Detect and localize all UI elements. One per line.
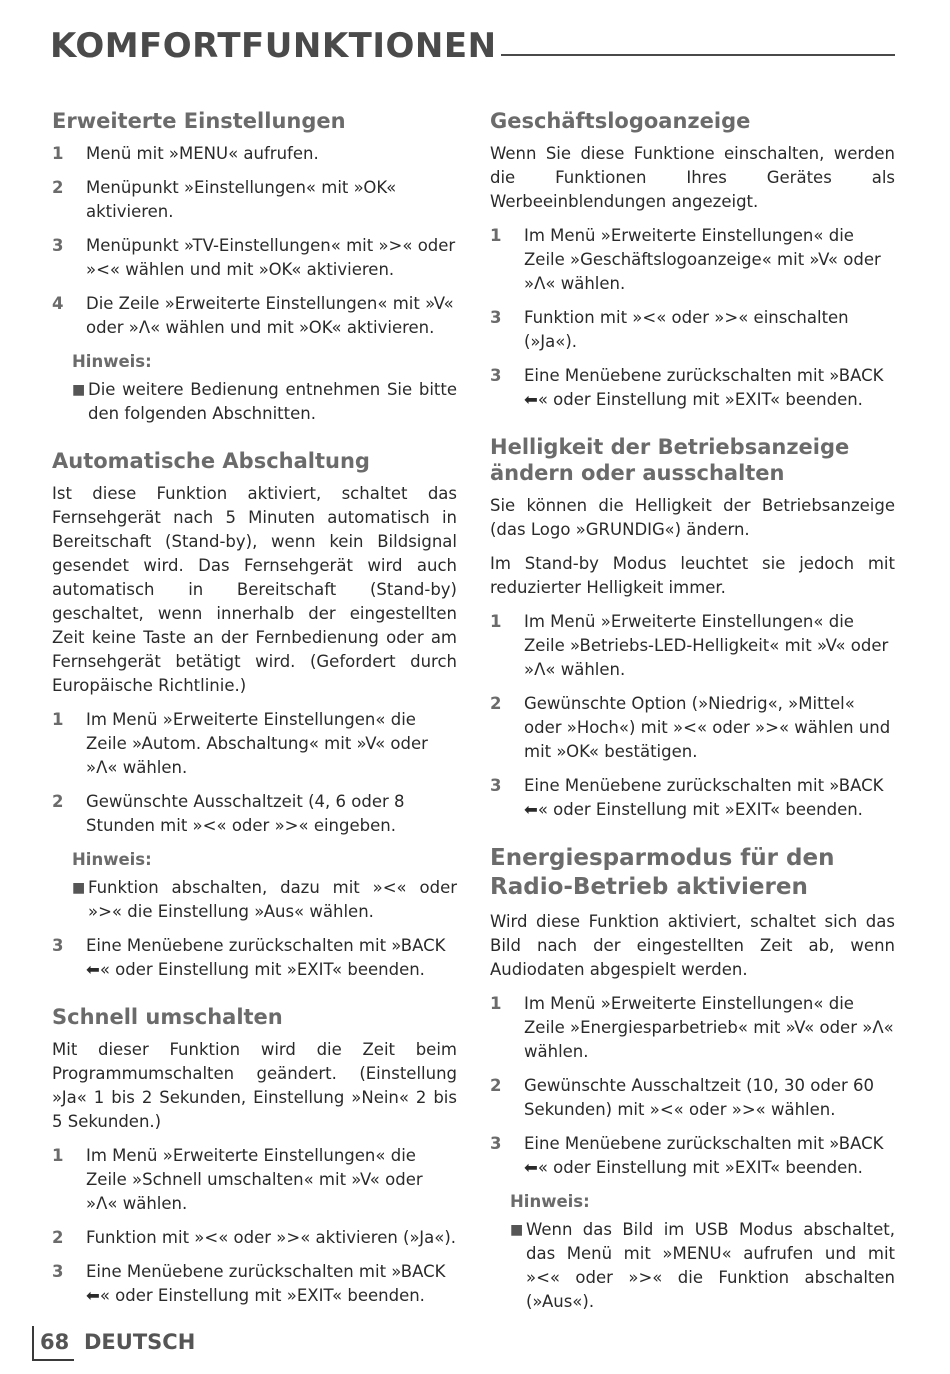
step xyxy=(490,1132,895,1180)
step xyxy=(52,142,457,166)
step-number: 3 xyxy=(490,776,502,795)
step xyxy=(490,992,895,1064)
note-text: Funktion abschalten, dazu mit »<« oder »>« die Einstellung »Aus« wählen. xyxy=(88,878,457,921)
step-text: Funktion mit »<« oder »>« aktivieren (»Ja«). xyxy=(86,1228,457,1247)
bullet-square-icon: ■ xyxy=(72,880,86,896)
step-text: Im Menü »Erweiterte Einstellungen« die Zeile »Betriebs-LED-Helligkeit« mit »V« oder »Λ« wählen. xyxy=(524,612,889,679)
step-text: Gewünschte Ausschaltzeit (10, 30 oder 60 Sekunden) mit »<« oder »>« wählen. xyxy=(524,1076,874,1119)
step xyxy=(52,176,457,224)
step-number: 2 xyxy=(52,1228,64,1247)
step-text: Eine Menüebene zurückschalten mit »BACK ⬅« oder Einstellung mit »EXIT« beenden. xyxy=(524,776,884,819)
step xyxy=(490,306,895,354)
step-number: 3 xyxy=(490,366,502,385)
step-text: Menüpunkt »TV-Einstellungen« mit »>« oder »<« wählen und mit »OK« aktivieren. xyxy=(86,236,456,279)
step-number: 1 xyxy=(52,1146,64,1165)
section-title: Geschäftslogoanzeige xyxy=(490,109,751,133)
step-number: 3 xyxy=(490,1134,502,1153)
step xyxy=(490,774,895,822)
note-title: Hinweis: xyxy=(72,850,152,869)
step-number: 3 xyxy=(52,236,64,255)
step-number: 3 xyxy=(52,1262,64,1281)
step-number: 2 xyxy=(52,178,64,197)
step-text: Die Zeile »Erweiterte Einstellungen« mit »V« oder »Λ« wählen und mit »OK« aktivieren. xyxy=(86,294,454,337)
step-text: Menü mit »MENU« aufrufen. xyxy=(86,144,319,163)
step-number: 2 xyxy=(490,1076,502,1095)
step xyxy=(52,934,457,982)
step-text: Eine Menüebene zurückschalten mit »BACK ⬅« oder Einstellung mit »EXIT« beenden. xyxy=(86,936,446,979)
footer-bar xyxy=(32,1326,34,1360)
section-paragraph: Sie können die Helligkeit der Betriebsanzeige (das Logo »GRUNDIG«) ändern. xyxy=(490,496,895,539)
section-paragraph: Im Stand-by Modus leuchtet sie jedoch mit reduzierter Helligkeit immer. xyxy=(490,554,895,597)
step xyxy=(490,1074,895,1122)
step-number: 1 xyxy=(490,994,502,1013)
section-title: Helligkeit der Betriebsanzeige ändern oder ausschalten xyxy=(490,435,850,485)
note-text: Die weitere Bedienung entnehmen Sie bitte den folgenden Abschnitten. xyxy=(88,380,457,423)
page-number: 68 xyxy=(40,1330,70,1354)
section-intro: Wird diese Funktion aktiviert, schaltet sich das Bild nach der eingestellten Zeit ab, wenn Audiodaten abgespielt werden. xyxy=(490,912,895,979)
page-title: KOMFORTFUNKTIONEN xyxy=(50,26,501,66)
step-number: 1 xyxy=(490,226,502,245)
note-title: Hinweis: xyxy=(72,352,152,371)
step xyxy=(490,692,895,764)
note-title: Hinweis: xyxy=(510,1192,590,1211)
step xyxy=(52,1144,457,1216)
step-text: Im Menü »Erweiterte Einstellungen« die Zeile »Schnell umschalten« mit »V« oder »Λ« wählen. xyxy=(86,1146,423,1213)
footer-underline xyxy=(32,1359,74,1361)
step-text: Gewünschte Option (»Niedrig«, »Mittel« oder »Hoch«) mit »<« oder »>« wählen und mit »OK« bestätigen. xyxy=(524,694,891,761)
footer-language: DEUTSCH xyxy=(84,1330,196,1354)
section-title: Erweiterte Einstellungen xyxy=(52,109,346,133)
note-item xyxy=(72,378,457,426)
note-item xyxy=(510,1218,895,1314)
step-number: 3 xyxy=(52,936,64,955)
step-number: 1 xyxy=(52,144,64,163)
bullet-square-icon: ■ xyxy=(72,382,86,398)
step-number: 2 xyxy=(52,792,64,811)
step xyxy=(52,790,457,838)
step xyxy=(52,1226,457,1250)
page-header xyxy=(50,24,895,68)
bullet-square-icon: ■ xyxy=(510,1222,524,1238)
step-text: Menüpunkt »Einstellungen« mit »OK« aktivieren. xyxy=(86,178,397,221)
step xyxy=(52,234,457,282)
note-text: Wenn das Bild im USB Modus abschaltet, das Menü mit »MENU« aufrufen und mit »<« oder »>« die Funktion abschalten (»Aus«). xyxy=(526,1220,895,1311)
step-text: Im Menü »Erweiterte Einstellungen« die Zeile »Geschäftslogoanzeige« mit »V« oder »Λ« wählen. xyxy=(524,226,881,293)
section-intro: Ist diese Funktion aktiviert, schaltet das Fernsehgerät nach 5 Minuten automatisch in Bereitschaft (Stand-by), wenn kein Bildsignal gesendet wird. Das Fernsehgerät wird auch automatisch in Bereitschaft (Stand-by) geschaltet, wenn innerhalb der eingestellten Zeit keine Taste an der Fernbedienung oder am Fernsehgerät betätigt wird. (Gefordert durch Europäische Richtlinie.) xyxy=(52,484,457,695)
step xyxy=(52,708,457,780)
step-text: Im Menü »Erweiterte Einstellungen« die Zeile »Autom. Abschaltung« mit »V« oder »Λ« wählen. xyxy=(86,710,428,777)
step-text: Eine Menüebene zurückschalten mit »BACK ⬅« oder Einstellung mit »EXIT« beenden. xyxy=(524,366,884,409)
step-number: 1 xyxy=(490,612,502,631)
section-intro: Wenn Sie diese Funktione einschalten, werden die Funktionen Ihres Gerätes als Werbeeinblendungen angezeigt. xyxy=(490,144,895,211)
section-intro: Mit dieser Funktion wird die Zeit beim Programmumschalten geändert. (Einstellung »Ja« 1 bis 2 Sekunden, Einstellung »Nein« 2 bis 5 Sekunden.) xyxy=(52,1040,457,1131)
section-title: Schnell umschalten xyxy=(52,1005,283,1029)
step xyxy=(52,1260,457,1308)
step-number: 2 xyxy=(490,694,502,713)
section-title: Energiesparmodus für den Radio-Betrieb aktivieren xyxy=(490,845,835,900)
left-column xyxy=(52,108,457,1318)
step-number: 4 xyxy=(52,294,64,313)
step xyxy=(490,610,895,682)
step-text: Eine Menüebene zurückschalten mit »BACK ⬅« oder Einstellung mit »EXIT« beenden. xyxy=(86,1262,446,1305)
step-text: Im Menü »Erweiterte Einstellungen« die Zeile »Energiesparbetrieb« mit »V« oder »Λ« wählen. xyxy=(524,994,894,1061)
step-number: 3 xyxy=(490,308,502,327)
step xyxy=(490,364,895,412)
step-text: Eine Menüebene zurückschalten mit »BACK ⬅« oder Einstellung mit »EXIT« beenden. xyxy=(524,1134,884,1177)
step-text: Gewünschte Ausschaltzeit (4, 6 oder 8 Stunden mit »<« oder »>« eingeben. xyxy=(86,792,405,835)
step xyxy=(52,292,457,340)
step xyxy=(490,224,895,296)
section-title: Automatische Abschaltung xyxy=(52,449,370,473)
note-item xyxy=(72,876,457,924)
right-column xyxy=(490,108,895,1324)
step-text: Funktion mit »<« oder »>« einschalten (»Ja«). xyxy=(524,308,849,351)
step-number: 1 xyxy=(52,710,64,729)
